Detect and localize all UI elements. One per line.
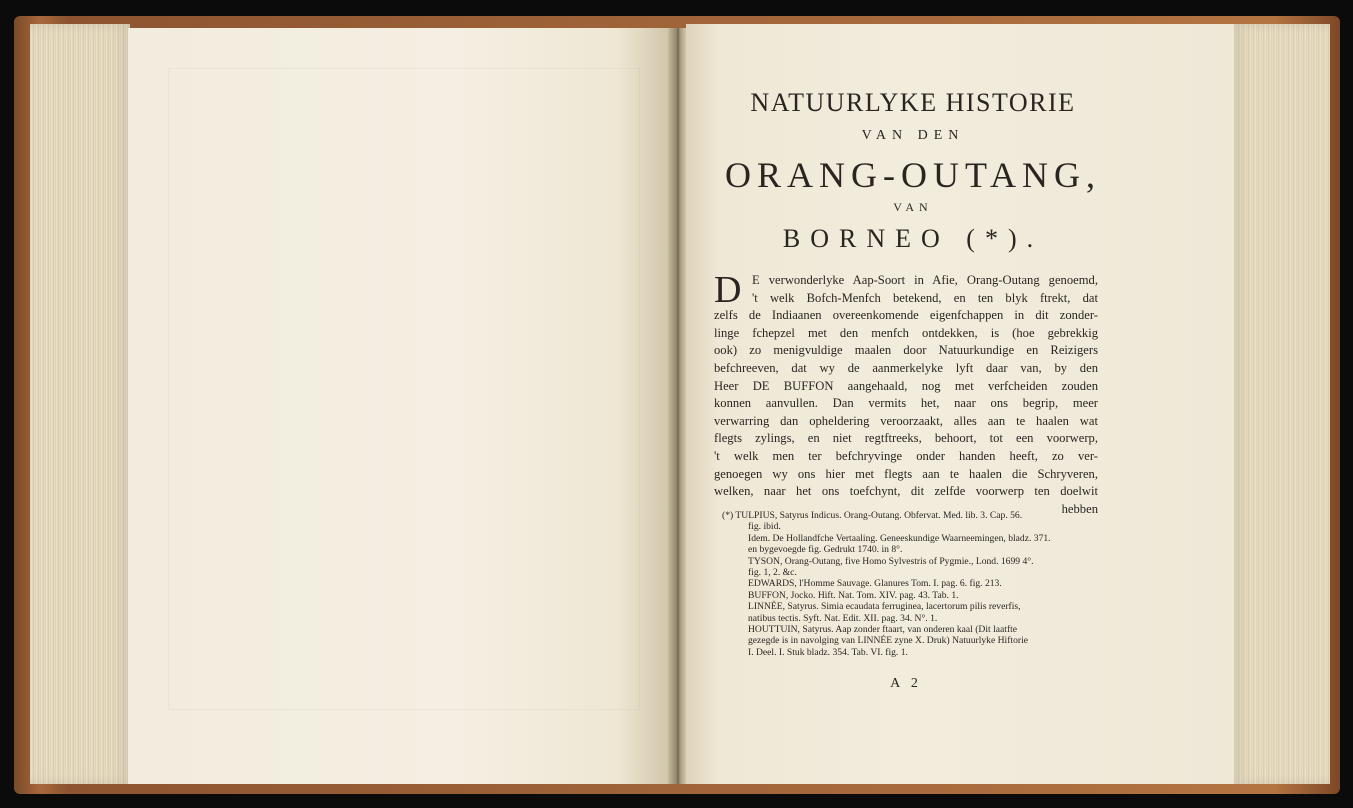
body-line: 't welk men ter befchryvinge onder handen heeft, zo ver- — [714, 448, 1098, 463]
body-line: ook) zo menigvuldige maalen door Natuurkundige en Reizigers — [714, 343, 1098, 358]
footnote-line: EDWARDS, l'Homme Sauvage. Glanures Tom. I. pag. 6. fig. 213. — [748, 578, 1002, 590]
left-page-offset-shadow — [168, 68, 640, 710]
footnote-line: BUFFON, Jocko. Hift. Nat. Tom. XIV. pag. 43. Tab. 1. — [748, 589, 959, 601]
footnote-line: TYSON, Orang-Outang, five Homo Sylvestris of Pygmie., Lond. 1699 4°. — [748, 555, 1034, 567]
body-line: E verwonderlyke Aap-Soort in Afie, Orang-Outang genoemd, — [752, 273, 1098, 287]
footnote-line: fig. 1, 2. &c. — [748, 567, 797, 579]
footnote-line: LINNÉE, Satyrus. Simia ecaudata ferruginea, lacertorum pilis reverfis, — [748, 601, 1021, 613]
right-page-edges — [1232, 24, 1330, 784]
page-title: NATUURLYKE HISTORIE — [750, 88, 1076, 117]
footnote-line: fig. ibid. — [748, 521, 781, 533]
place-heading: BORNEO (*). — [782, 224, 1044, 253]
subtitle-van: VAN — [893, 200, 933, 214]
body-line: flegts zylings, en niet regtftreeks, behoort, tot een voorwerp, — [714, 431, 1098, 446]
left-page-edges — [30, 24, 130, 784]
body-line: befchreeven, dat wy de aanmerkelyke lyft daar van, by den — [714, 360, 1098, 375]
body-line: linge fchepzel met den menfch ontdekken, is (hoe gebrekkig — [714, 325, 1098, 340]
subtitle-van-den: VAN DEN — [861, 128, 965, 143]
book-gutter — [668, 28, 688, 784]
right-page — [686, 24, 1234, 784]
subject-heading: ORANG-OUTANG, — [724, 155, 1102, 195]
body-line: Heer DE BUFFON aangehaald, nog met verfcheiden zouden — [714, 378, 1098, 393]
footnote-line: en bygevoegde fig. Gedrukt 1740. in 8°. — [748, 544, 903, 556]
drop-cap: D — [714, 269, 742, 311]
body-line: genoegen wy ons hier met flegts aan te haalen die Schryveren, — [714, 466, 1098, 481]
footnote-line: (*) TULPIUS, Satyrus Indicus. Orang-Outang. Obfervat. Med. lib. 3. Cap. 56. — [722, 510, 1023, 521]
body-line: welken, naar het ons toefchynt, dit zelfde voorwerp ten doelwit — [714, 484, 1098, 499]
footnote-line: I. Deel. I. Stuk bladz. 354. Tab. VI. fig. 1. — [748, 646, 908, 658]
footnotes — [722, 510, 1102, 658]
page-signature: A 2 — [890, 676, 922, 691]
body-line: konnen aanvullen. Dan vermits het, naar ons begrip, meer — [714, 396, 1098, 411]
body-line: verwarring dan opheldering veroorzaakt, alles aan te haalen wat — [714, 413, 1098, 428]
left-page-blank — [128, 28, 672, 784]
footnote-line: Idem. De Hollandfche Vertaaling. Geneeskundige Waarneemingen, bladz. 371. — [748, 532, 1051, 544]
footnote-line: gezegde is in navolging van LINNÉE zyne X. Druk) Natuurlyke Hiftorie — [748, 635, 1028, 647]
footnote-line: HOUTTUIN, Satyrus. Aap zonder ftaart, van onderen kaal (Dit laatfte — [748, 624, 1018, 636]
catchword: hebben — [1061, 501, 1098, 516]
footnote-line: natibus tectis. Syft. Nat. Edit. XII. pag. 34. N°. 1. — [748, 612, 938, 624]
body-line: 't welk Bofch-Menfch betekend, en ten blyk ftrekt, dat — [752, 290, 1098, 305]
body-text — [714, 269, 1098, 518]
body-line: zelfs de Indiaanen overeenkomende eigenfchappen in dit zonder- — [714, 308, 1098, 323]
